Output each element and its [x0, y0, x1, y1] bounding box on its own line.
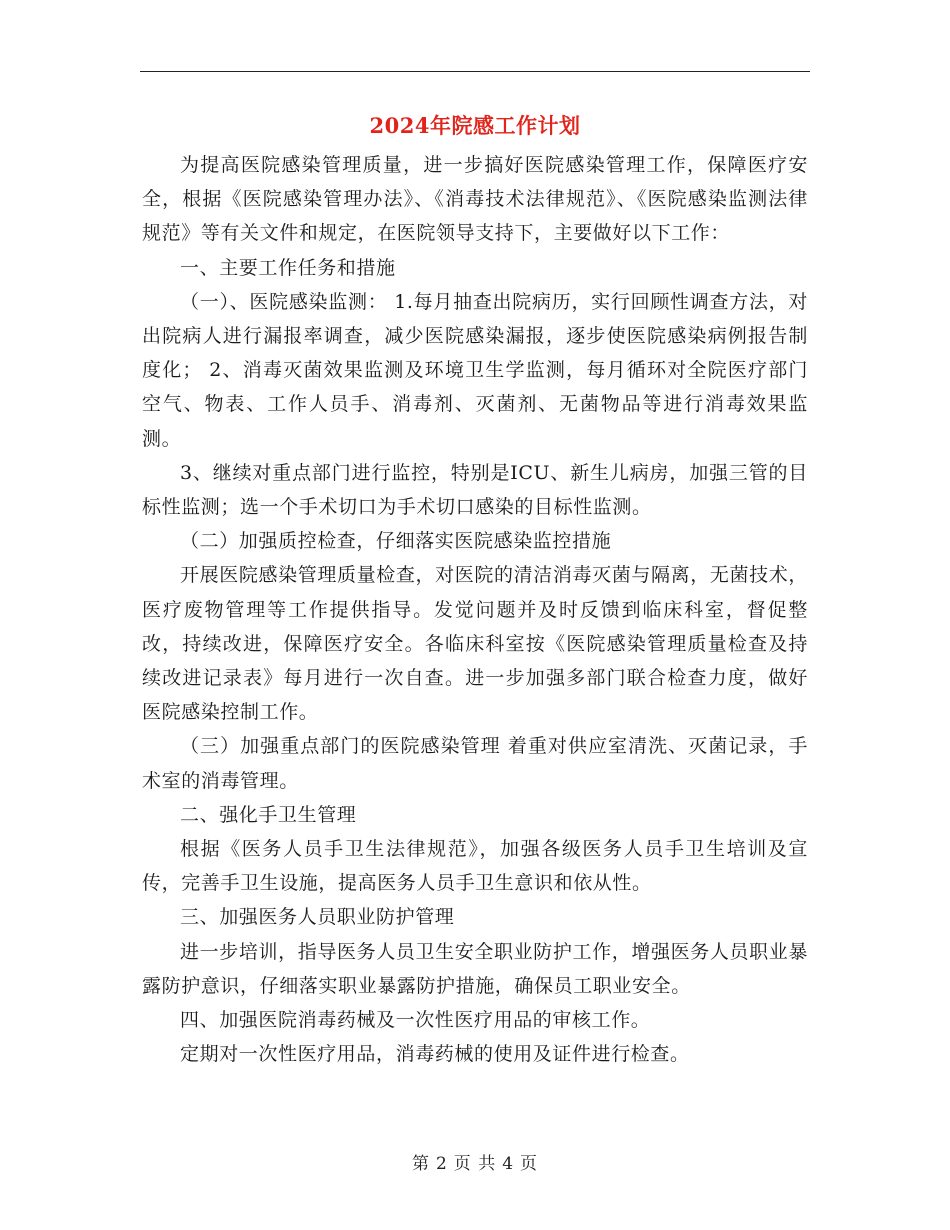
footer-suffix: 页 — [520, 1154, 539, 1174]
paragraph-key-department-management: （三）加强重点部门的医院感染管理 着重对供应室清洗、灭菌记录，手术室的消毒管理。 — [142, 735, 808, 792]
heading-occupational-protection: 三、加强医务人员职业防护管理 — [180, 906, 455, 929]
footer-current-page: 2 — [435, 1154, 448, 1174]
footer-middle: 页 共 — [453, 1154, 497, 1174]
document-body — [142, 148, 808, 1071]
paragraph-occupational-protection: 进一步培训，指导医务人员卫生安全职业防护工作，增强医务人员职业暴露防护意识，仔细落实职业暴露防护措施，确保员工职业安全。 — [142, 940, 808, 997]
header-rule — [140, 71, 810, 72]
page-footer — [0, 1152, 950, 1176]
heading-quality-control: （二）加强质控检查，仔细落实医院感染监控措施 — [180, 530, 612, 553]
paragraph-hand-hygiene: 根据《医务人员手卫生法律规范》，加强各级医务人员手卫生培训及宣传，完善手卫生设施，提高医务人员手卫生意识和依从性。 — [142, 838, 808, 895]
footer-prefix: 第 — [411, 1154, 430, 1174]
heading-disinfection-review: 四、加强医院消毒药械及一次性医疗用品的审核工作。 — [180, 1009, 651, 1032]
paragraph-disinfection-review: 定期对一次性医疗用品，消毒药械的使用及证件进行检查。 — [180, 1043, 690, 1066]
document-title: 2024年院感工作计划 — [369, 113, 581, 138]
paragraph-intro: 为提高医院感染管理质量，进一步搞好医院感染管理工作，保障医疗安全，根据《医院感染管理办法》、《消毒技术法律规范》、《医院感染监测法律规范》等有关文件和规定，在医院领导支持下，主要做好以下工作： — [142, 154, 808, 245]
heading-hand-hygiene: 二、强化手卫生管理 — [180, 803, 357, 826]
heading-main-tasks: 一、主要工作任务和措施 — [180, 256, 396, 279]
paragraph-key-departments: 3、继续对重点部门进行监控，特别是ICU、新生儿病房，加强三管的目标性监测；选一个手术切口为手术切口感染的目标性监测。 — [142, 461, 808, 519]
paragraph-quality-inspection: 开展医院感染管理质量检查，对医院的清洁消毒灭菌与隔离，无菌技术，医疗废物管理等工作提供指导。发觉问题并及时反馈到临床科室，督促整改，持续改进，保障医疗安全。各临床科室按《医院感染管理质量检查及持续改进记录表》每月进行一次自查。进一步加强多部门联合检查力度，做好医院感染控制工作。 — [142, 564, 808, 724]
paragraph-infection-monitoring: （一）、医院感染监测： 1.每月抽查出院病历，实行回顾性调查方法，对出院病人进行漏报率调查，减少医院感染漏报，逐步使医院感染病例报告制度化； 2、消毒灭菌效果监测及环境卫生学监测，每月循环对全院医疗部门空气、物表、工作人员手、消毒剂、灭菌剂、无菌物品等进行消毒效果监测。 — [142, 290, 808, 450]
footer-total-pages: 4 — [502, 1154, 515, 1174]
